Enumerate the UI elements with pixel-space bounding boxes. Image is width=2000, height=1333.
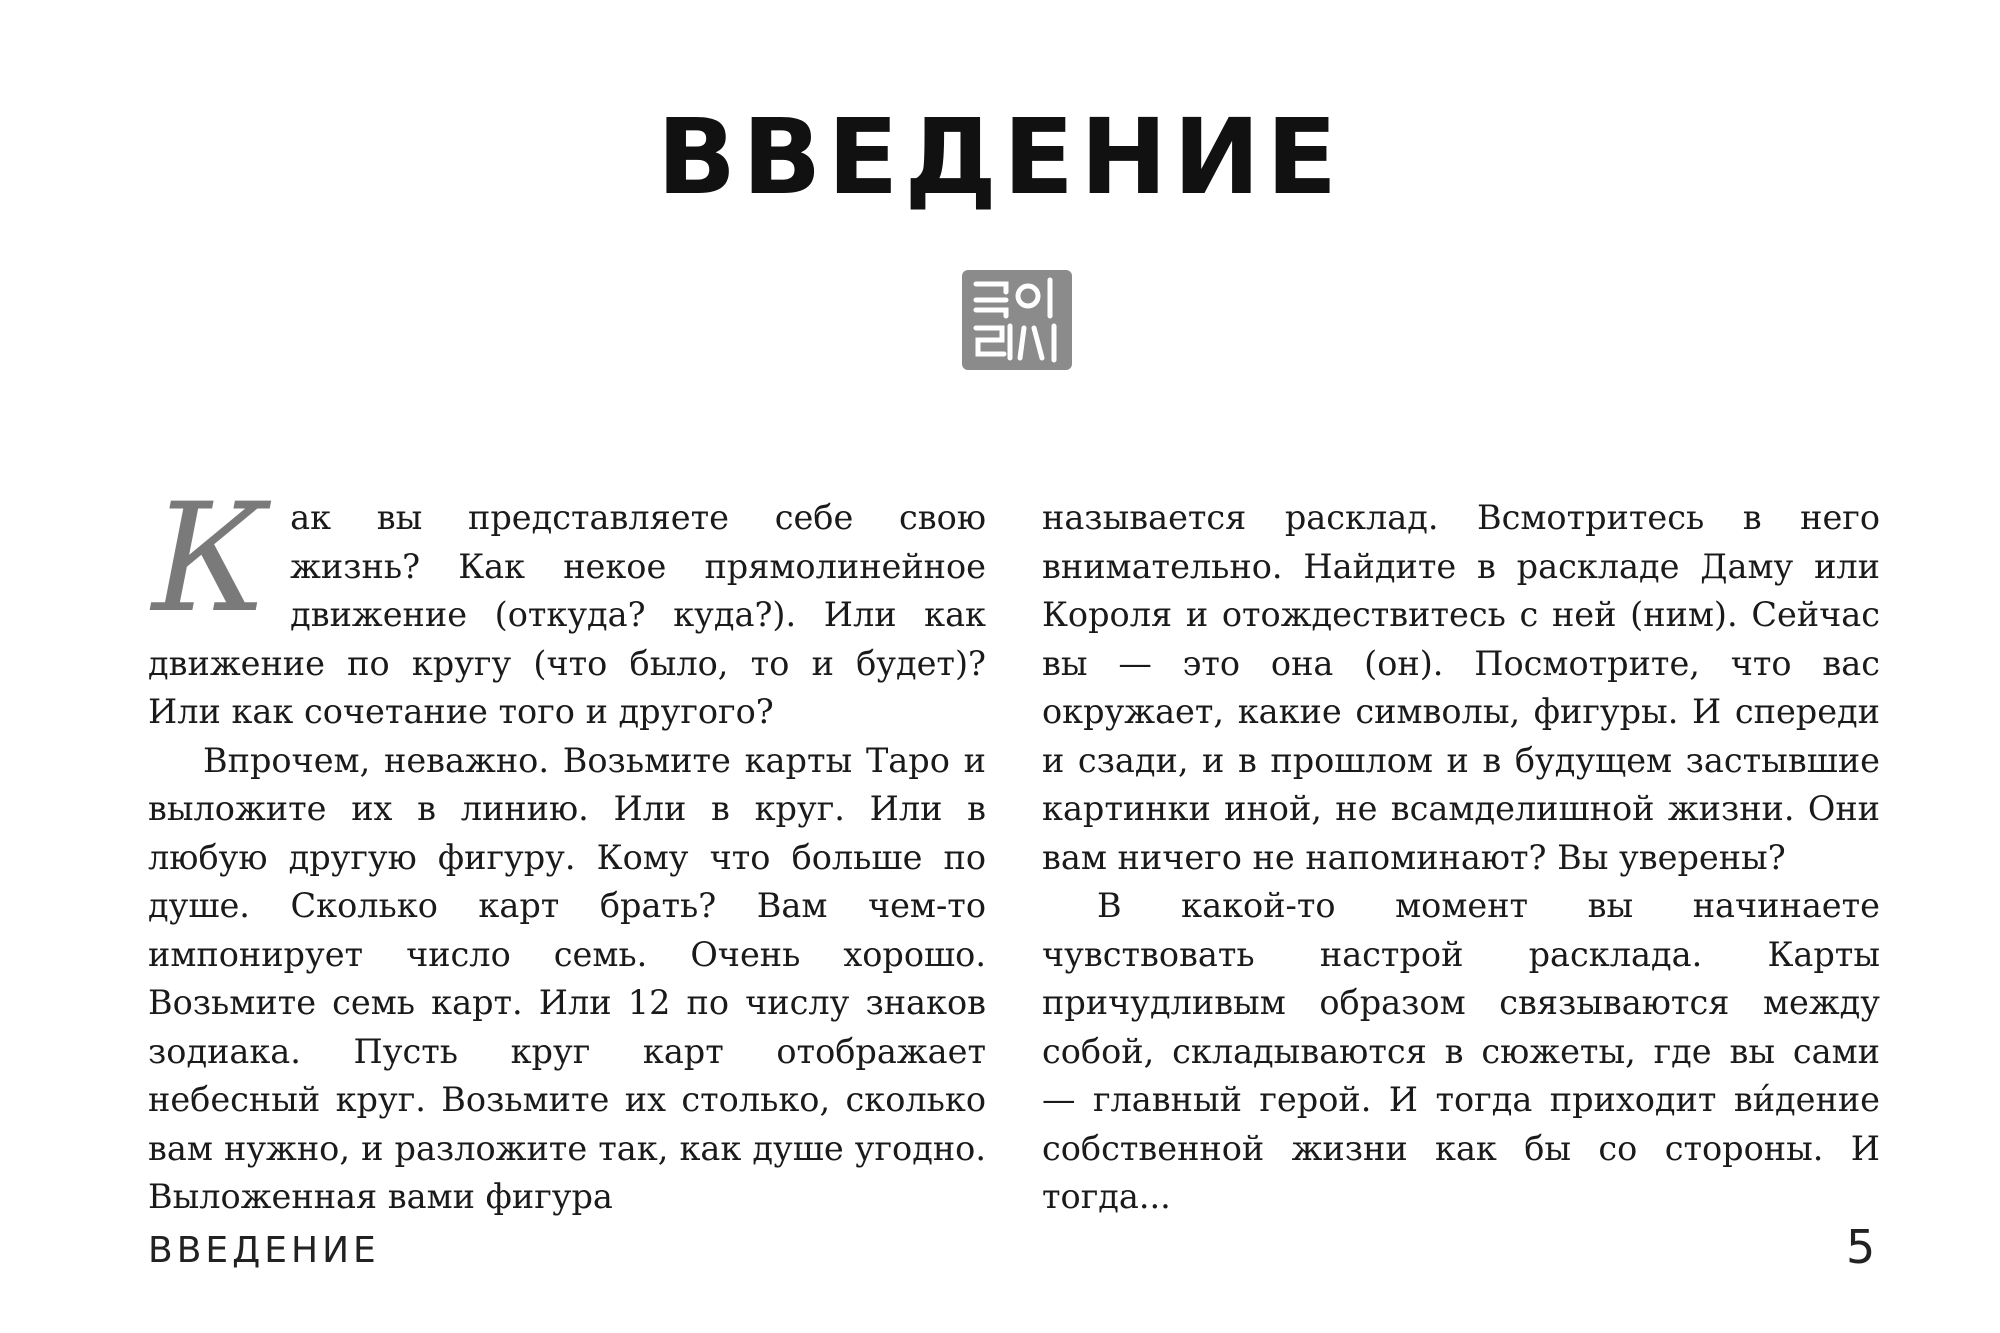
paragraph-intro bbox=[148, 472, 986, 737]
paragraph-intro-text: ак вы представляете себе свою жизнь? Как некое прямолинейное движение (откуда? куда?). Или как движение по кругу (что было, то и будет)? Или как сочетание того и другого? bbox=[148, 498, 986, 731]
paragraph-spread: называется расклад. Всмотритесь в него внимательно. Найдите в раскладе Даму или Короля и отождествитесь с ней (ним). Сейчас вы — это она (он). Посмотрите, что вас окружает, какие символы, фигуры. И спереди и сзади, и в прошлом и в будущем застывшие картинки иной, не всамделишной жизни. Они вам ничего не напоминают? Вы уверены? bbox=[1042, 498, 1880, 877]
page-title: ВВЕДЕНИЕ bbox=[656, 96, 1344, 218]
paragraph-tarot-layout: Впрочем, неважно. Возьмите карты Таро и выложите их в линию. Или в круг. Или в любую другую фигуру. Кому что больше по душе. Сколько карт брать? Вам чем-то импонирует число семь. Очень хорошо. Возьмите семь карт. Или 12 по числу знаков зодиака. Пусть круг карт отображает небесный круг. Возьмите их столько, сколько вам нужно, и разложите так, как душе угодно. Выложенная вами фигура bbox=[148, 740, 986, 1216]
right-text-column bbox=[1042, 494, 1880, 1222]
drop-cap-letter: К bbox=[152, 472, 269, 646]
running-footer-title: ВВЕДЕНИЕ bbox=[148, 1230, 380, 1271]
paragraph-vision: В какой-то момент вы начинаете чувствовать настрой расклада. Карты причудливым образом связываются между собой, складываются в сюжеты, где вы сами — главный герой. И тогда приходит ви́дение собственной жизни как бы со стороны. И тогда... bbox=[1042, 886, 1880, 1216]
seal-glyph-graphic bbox=[962, 270, 1072, 370]
page-number: 5 bbox=[1846, 1220, 1876, 1274]
left-text-column bbox=[148, 472, 986, 1222]
seal-stamp-icon bbox=[962, 270, 1072, 370]
